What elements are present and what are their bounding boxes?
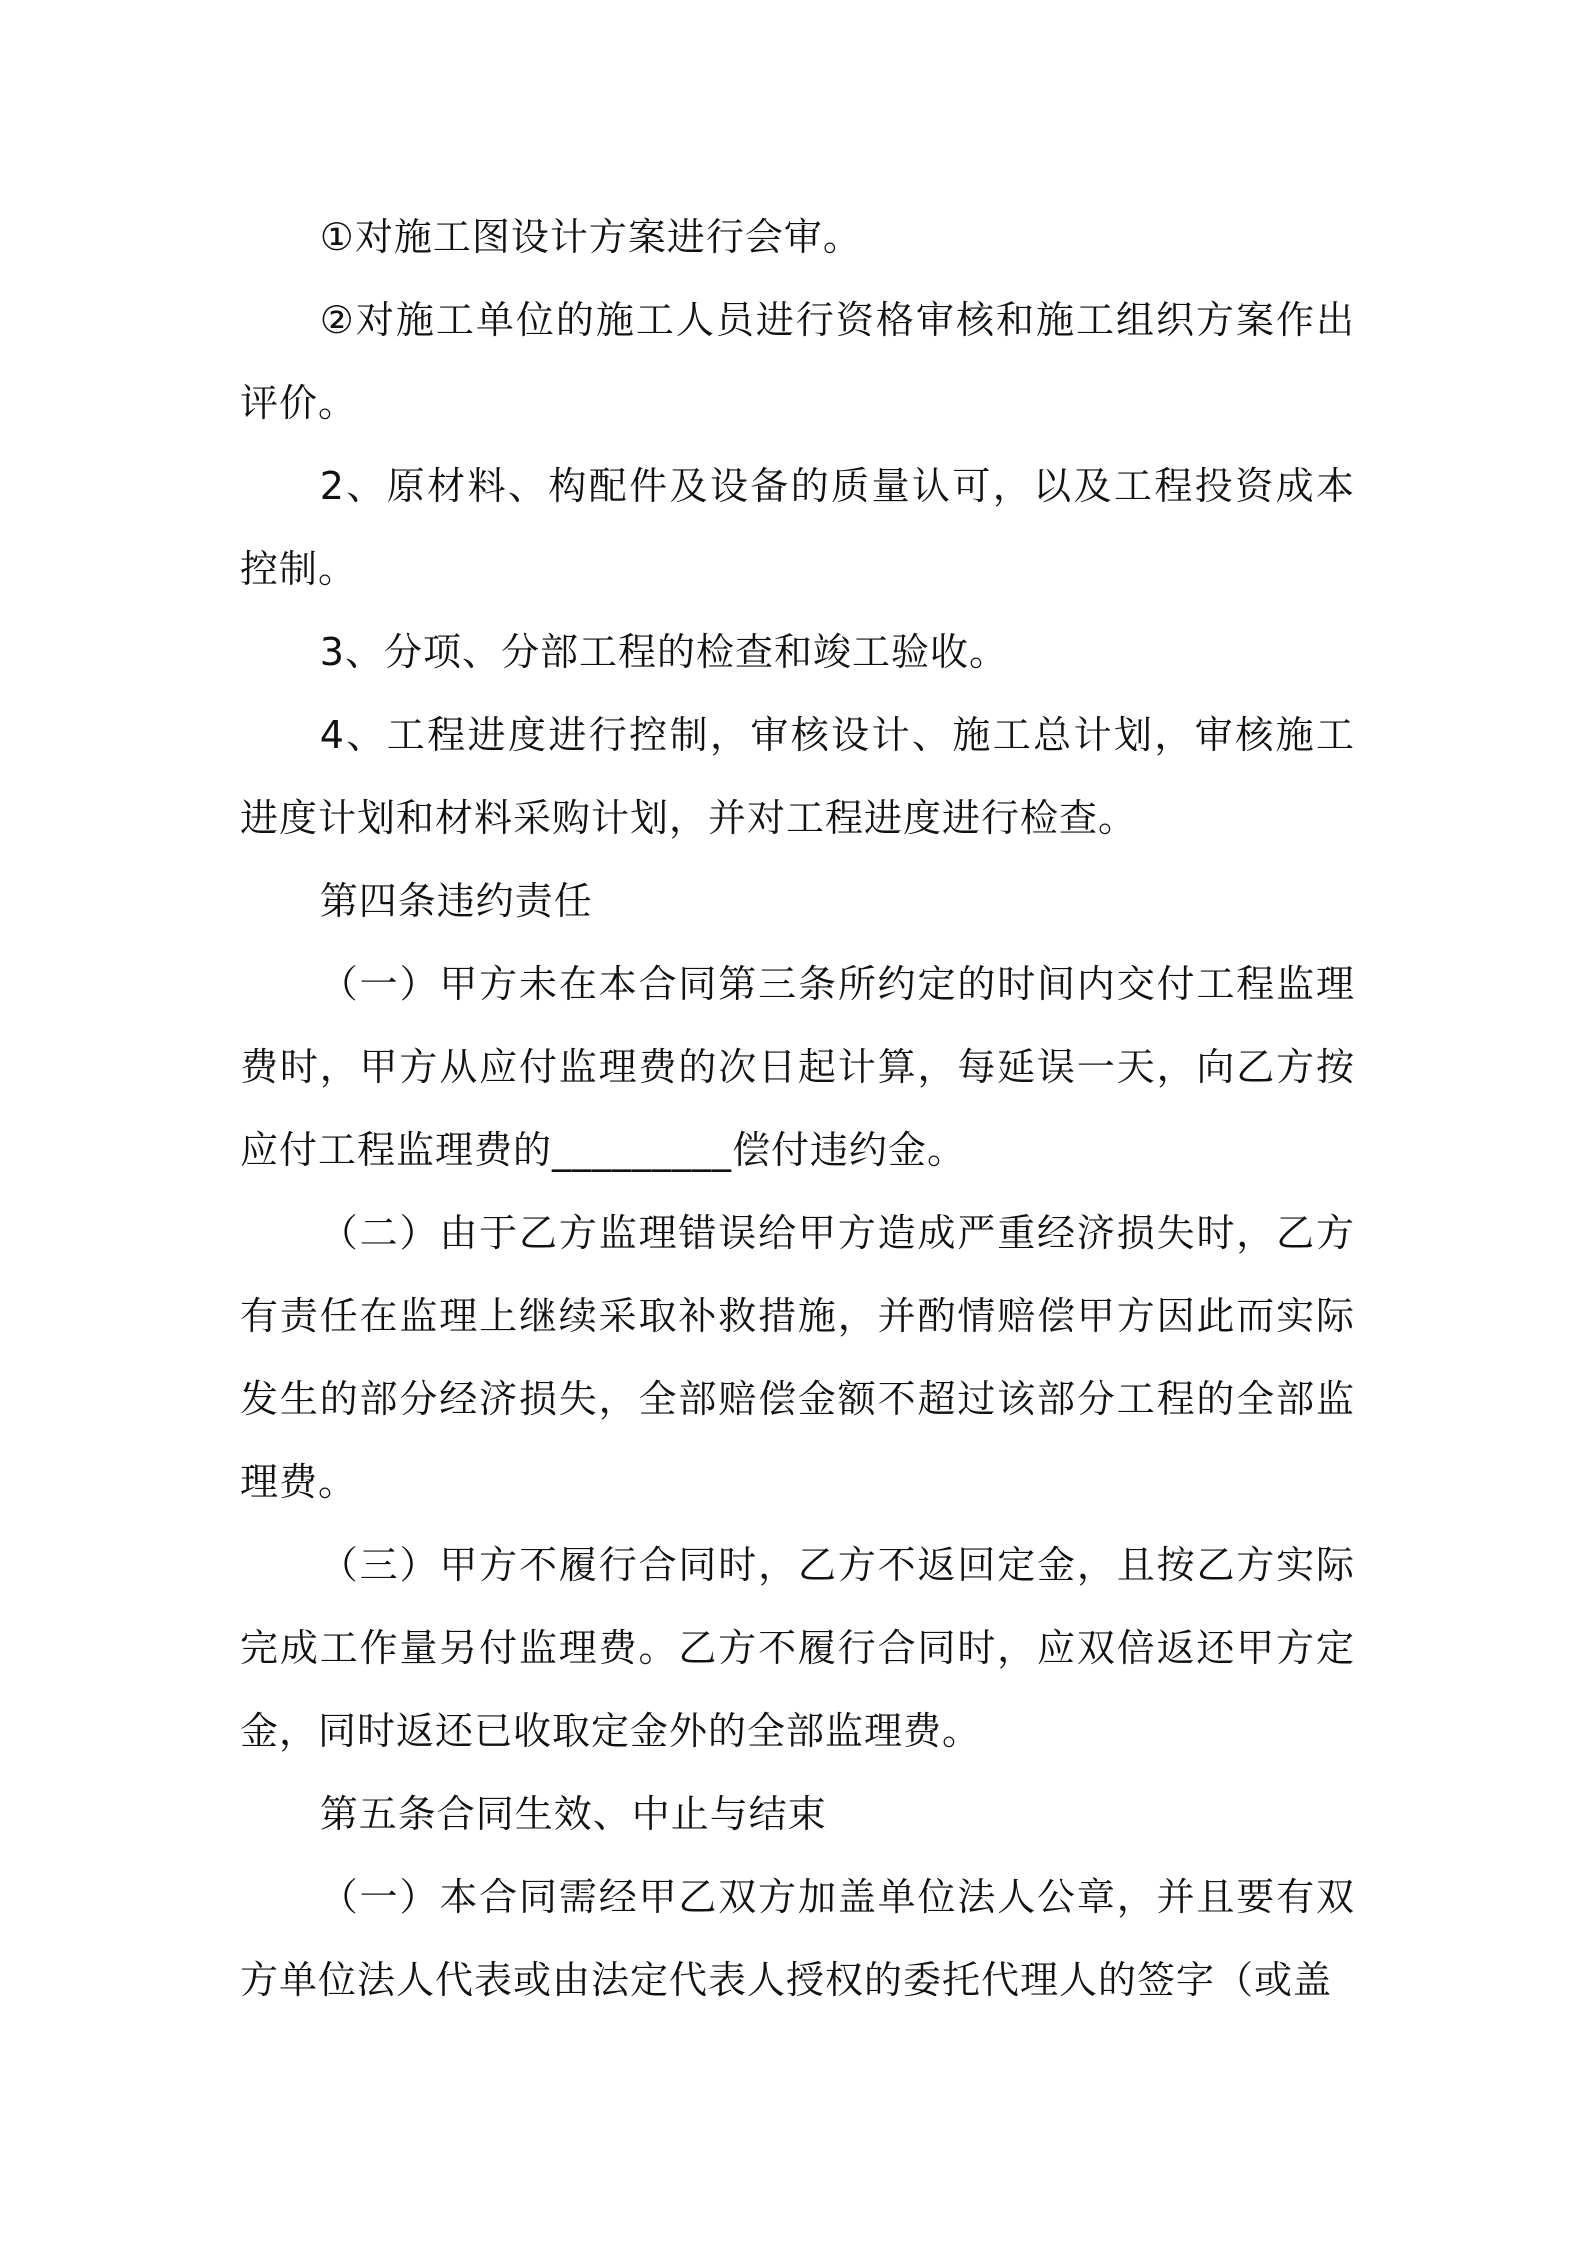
clause-item-3: 2、原材料、构配件及设备的质量认可，以及工程投资成本控制。 [240,464,1355,591]
clause-item-5: 4、工程进度进行控制，审核设计、施工总计划，审核施工进度计划和材料采购计划，并对工程进度进行检查。 [240,713,1355,840]
clause-item-2: ②对施工单位的施工人员进行资格审核和施工组织方案作出评价。 [240,298,1355,425]
article-4-clause-3: （三）甲方不履行合同时，乙方不返回定金，且按乙方实际完成工作量另付监理费。乙方不履行合同时，应双倍返还甲方定金，同时返还已收取定金外的全部监理费。 [240,1543,1355,1753]
document-body [240,196,1355,2022]
clause-item-1: ①对施工图设计方案进行会审。 [319,215,862,259]
article-4-clause-2: （二）由于乙方监理错误给甲方造成严重经济损失时，乙方有责任在监理上继续采取补救措施，并酌情赔偿甲方因此而实际发生的部分经济损失，全部赔偿金额不超过该部分工程的全部监理费。 [240,1211,1355,1504]
article-5-heading: 第五条合同生效、中止与结束 [319,1792,827,1836]
article-4-clause-1: （一）甲方未在本合同第三条所约定的时间内交付工程监理费时，甲方从应付监理费的次日起计算，每延误一天，向乙方按应付工程监理费的_________偿付违约金。 [240,962,1355,1172]
clause-item-4: 3、分项、分部工程的检查和竣工验收。 [319,630,1008,674]
article-5-clause-1: （一）本合同需经甲乙双方加盖单位法人公章，并且要有双方单位法人代表或由法定代表人授权的委托代理人的签字（或盖 [240,1875,1355,2002]
article-4-heading: 第四条违约责任 [319,879,593,923]
